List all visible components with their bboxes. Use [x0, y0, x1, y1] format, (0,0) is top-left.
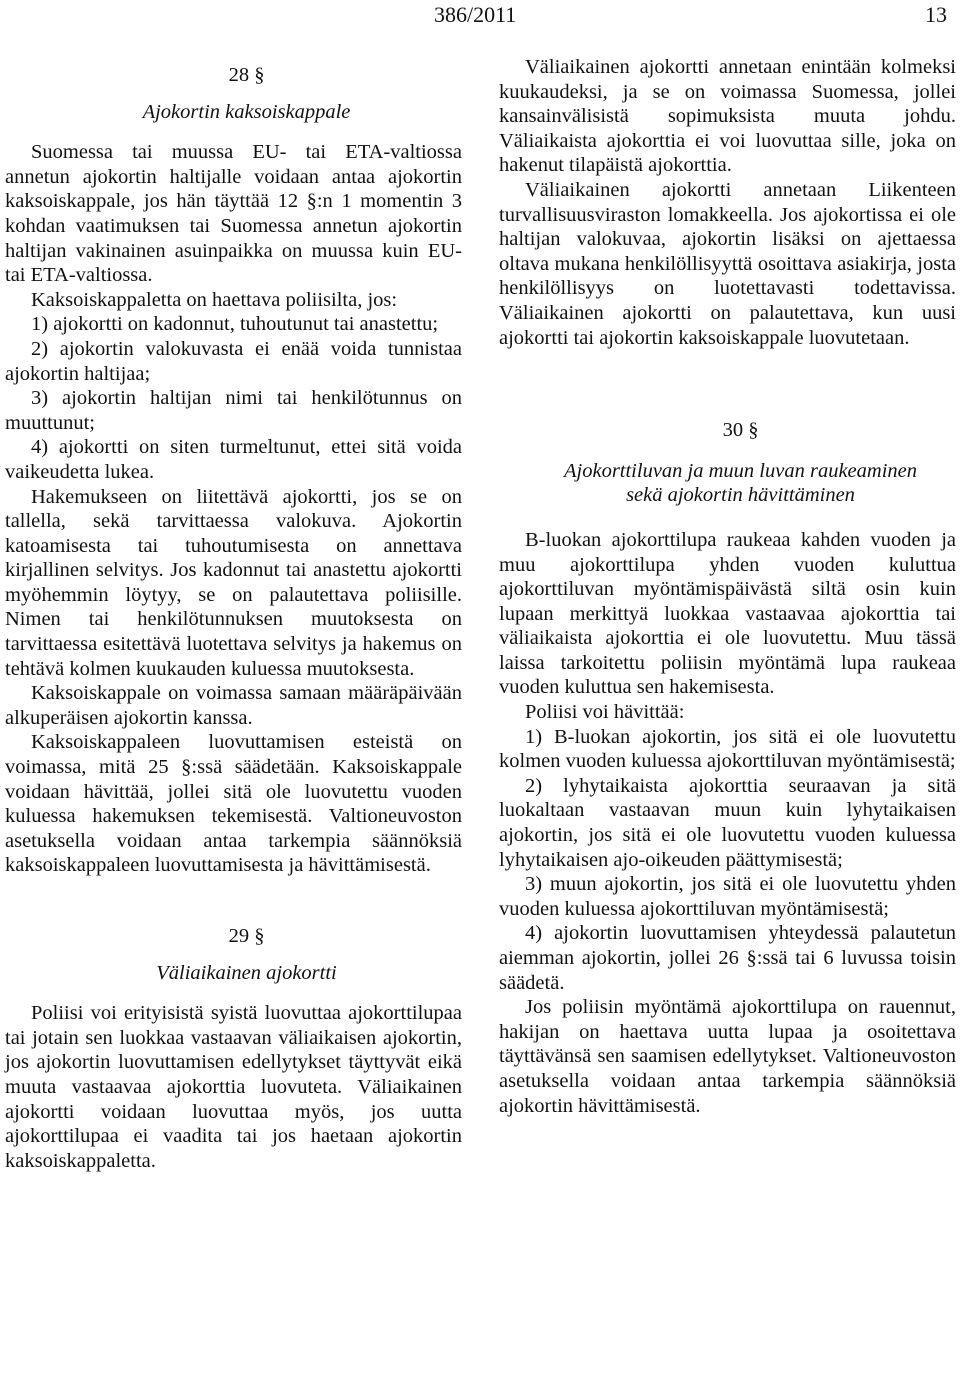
paragraph: Poliisi voi hävittää: — [525, 701, 685, 724]
paragraph: Suomessa tai muussa EU- tai ETA-valtiossa annetun ajokortin haltijalle voidaan antaa ajokortin kaksoiskappale, jos hän täyttää 12 §:n 1 momentin 3 kohdan vaatimuksen tai Suomessa annetun ajokortin haltijan vakinainen asuinpaikka on muussa kuin EU- tai ETA-valtiossa. — [5, 141, 462, 287]
page-number: 13 — [925, 2, 947, 27]
paragraph: B-luokan ajokorttilupa raukeaa kahden vuoden ja muu ajokorttilupa yhden vuoden kuluttua ajokorttiluvan myöntämispäivästä siltä osin kuin lupaan merkittyä luokkaa vastaavaa ajokorttia tai väliaikaista ajokorttia ei ole luovutettu. Muu tässä laissa tarkoitettu poliisin myöntämä lupa raukeaa vuoden kuluttua sen hakemisesta. — [499, 528, 956, 699]
statute-reference: 386/2011 — [434, 2, 517, 27]
section-30-title-line2: sekä ajokortin hävittäminen — [626, 484, 855, 507]
list-item: 1) B-luokan ajokortin, jos sitä ei ole luovutettu kolmen vuoden kuluessa ajokorttiluvan myöntämisestä; — [499, 725, 956, 773]
paragraph: Väliaikainen ajokortti annetaan enintään kolmeksi kuukaudeksi, ja se on voimassa Suomessa, jollei kansainvälisistä sopimuksista muuta johdu. Väliaikaista ajokorttia ei voi luovuttaa sille, joka on hakenut tilapäistä ajokorttia. — [499, 56, 956, 177]
paragraph: Poliisi voi erityisistä syistä luovuttaa ajokorttilupaa tai jotain sen luokkaa vastaavan väliaikaisen ajokortin, jos ajokortin luovuttamisen edellytykset täyttyvät eikä muuta vastaavaa ajokorttia luovuteta. Väliaikainen ajokortti voidaan luovuttaa myös, jos uutta ajokorttilupaa ei vaadita tai jos haetaan ajokortin kaksoiskappaletta. — [5, 1002, 462, 1172]
list-item: 1) ajokortti on kadonnut, tuhoutunut tai anastettu; — [31, 313, 439, 336]
list-item: 2) lyhytaikaista ajokorttia seuraavan ja sitä luokaltaan vastaavan muun kuin lyhytaikaisen ajokortin, jos sitä ei ole luovutettu vuoden kuluessa lyhytaikaisen ajo-oikeuden päättymisestä; — [499, 774, 956, 871]
section-30-number: 30 § — [722, 419, 759, 442]
paragraph: Kaksoiskappaletta on haettava poliisilta, jos: — [31, 288, 398, 311]
list-item: 2) ajokortin valokuvasta ei enää voida tunnistaa ajokortin haltijaa; — [5, 337, 462, 385]
list-item: 4) ajokortin luovuttamisen yhteydessä palautetun aiemman ajokortin, jollei 26 §:ssä tai 6 luvussa toisin säädetä. — [499, 922, 956, 994]
section-30-title-line1: Ajokorttiluvan ja muun luvan raukeaminen — [564, 459, 917, 482]
paragraph: Jos poliisin myöntämä ajokorttilupa on rauennut, hakijan on haettava uutta lupaa ja osoitettava täyttävänsä sen saamisen edellytykset. Valtioneuvoston asetuksella voidaan antaa tarkempia säännöksiä ajokortin hävittämisestä. — [499, 996, 956, 1117]
paragraph: Kaksoiskappaleen luovuttamisen esteistä on voimassa, mitä 25 §:ssä säädetään. Kaksoiskappale voidaan hävittää, jollei sitä ole luovutettu vuoden kuluessa hakemuksen tekemisestä. Valtioneuvoston asetuksella voidaan antaa tarkempia säännöksiä kaksoiskappaleen luovuttamisesta ja hävittämisestä. — [5, 731, 462, 877]
page-header — [0, 0, 960, 30]
paragraph: Väliaikainen ajokortti annetaan Liikenteen turvallisuusviraston lomakkeella. Jos ajokortissa ei ole haltijan valokuvaa, ajokortin lisäksi on ajettaessa oltava mukana henkilöllisyyttä osoittava asiakirja, josta henkilöllisyys on luotettavasti todettavissa. Väliaikainen ajokortti on palautettava, kun uusi ajokortti tai ajokortin kaksoiskappale luovutetaan. — [499, 178, 956, 349]
paragraph: Hakemukseen on liitettävä ajokortti, jos se on tallella, sekä tarvittaessa valokuva. Ajokortin katoamisesta tai tuhoutumisesta on annettava kirjallinen selvitys. Jos kadonnut tai anastettu ajokortti myöhemmin löytyy, se on palautettava poliisille. Nimen tai henkilötunnuksen muutoksesta on tarvittaessa esitettävä luotettava selvitys ja hakemus on tehtävä kolmen kuukauden kuluessa muutoksesta. — [5, 485, 462, 680]
section-29-title: Väliaikainen ajokortti — [156, 961, 337, 984]
right-column — [499, 55, 956, 1118]
section-28-number: 28 § — [228, 64, 265, 86]
left-column — [5, 55, 462, 1173]
list-item: 3) ajokortin haltijan nimi tai henkilötunnus on muuttunut; — [5, 387, 462, 434]
section-29-number: 29 § — [228, 925, 265, 947]
section-28-title: Ajokortin kaksoiskappale — [142, 100, 351, 123]
paragraph: Kaksoiskappale on voimassa samaan määräpäivään alkuperäisen ajokortin kanssa. — [5, 682, 462, 729]
list-item: 3) muun ajokortin, jos sitä ei ole luovutettu yhden vuoden kuluessa ajokorttiluvan myöntämisestä; — [499, 873, 956, 920]
list-item: 4) ajokortti on siten turmeltunut, ettei sitä voida vaikeudetta lukea. — [5, 436, 462, 483]
